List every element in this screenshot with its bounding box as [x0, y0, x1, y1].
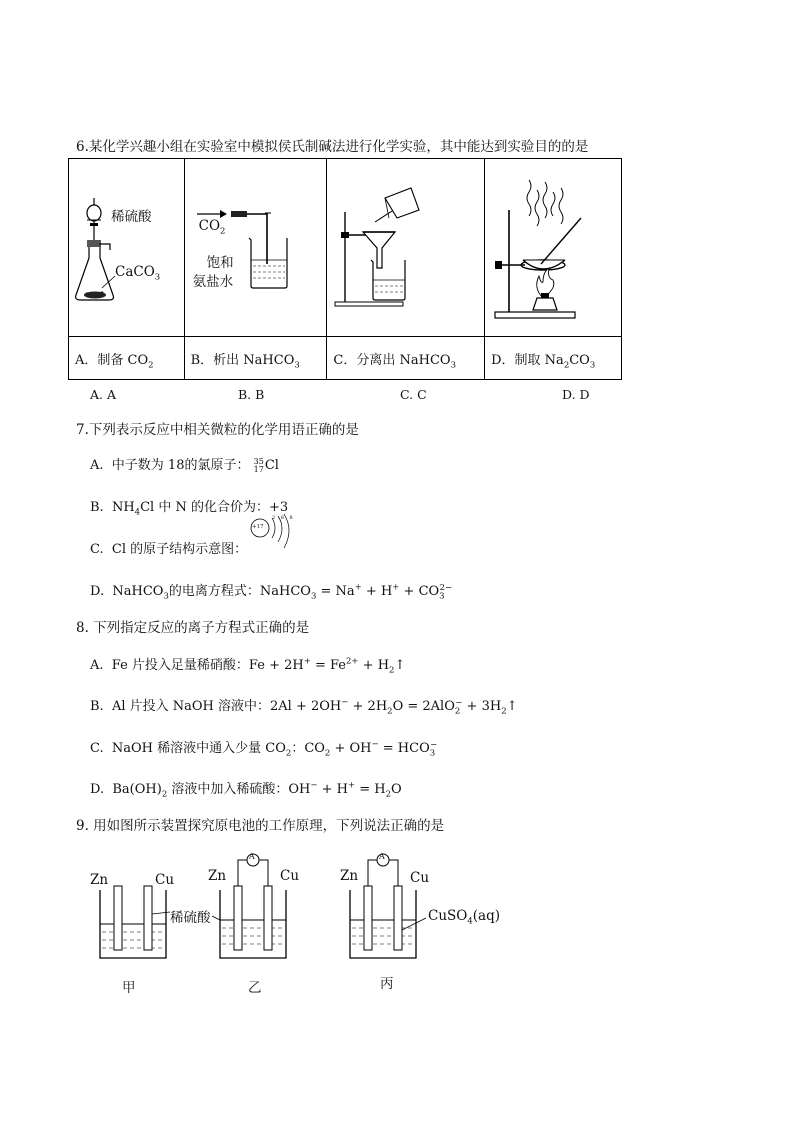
q8-option-c[interactable]: C. NaOH 稀溶液中通入少量 $CO_2$：$CO_2 + OH^- = HCO_3^-$	[90, 739, 438, 759]
q9-stem: 9. 用如图所示装置探究原电池的工作原理，下列说法正确的是	[76, 818, 445, 834]
q6-choice-c[interactable]: C. C	[400, 387, 427, 402]
cell1-zn-label: Zn	[90, 872, 109, 888]
cell1-acid-label: 稀硫酸	[170, 910, 211, 926]
q7-option-d[interactable]: D. NaHCO$_3$的电离方程式：NaHCO$_3$ = $Na^+ + H^+ + CO_3^{2-}$	[90, 582, 453, 602]
q8-option-d[interactable]: D. $Ba(OH)_2$ 溶液中加入稀硫酸：$OH^- + H^+ = H_2O$	[90, 780, 402, 800]
q6-caption-c: C．分离出 NaHCO$_3$	[327, 337, 485, 380]
figure-c-filtration	[327, 160, 484, 336]
chlorine-atom-structure-icon	[246, 514, 298, 554]
q6-caption-b: B．析出 NaHCO$_3$	[184, 337, 327, 380]
figure-d-heating	[485, 160, 621, 336]
cell1-cu-label: Cu	[155, 872, 175, 888]
q6-choice-d[interactable]: D. D	[562, 387, 590, 402]
q6-caption-d: D．制取 $Na_2CO_3$	[485, 337, 622, 380]
fig-a-acid-label: 稀硫酸	[111, 208, 152, 225]
cell2-cu-label: Cu	[280, 868, 300, 884]
q6-figure-d-cell	[485, 159, 622, 337]
cell-jia	[100, 886, 170, 958]
evaporating-dish-burner-icon	[485, 160, 622, 336]
fig-b-solution-line1: 饱和	[206, 254, 234, 271]
isotope-numbers: 35 17	[253, 456, 264, 474]
q6-choice-b[interactable]: B. B	[238, 387, 265, 402]
q6-caption-a: A．制备 $CO_2$	[69, 337, 185, 380]
q6-figure-c-cell	[327, 159, 485, 337]
q7-stem: 7.下列表示反应中相关微粒的化学用语正确的是	[76, 422, 359, 438]
q7-option-b[interactable]: B. $NH_4Cl$ 中 N 的化合价为：+3	[90, 500, 289, 518]
cell3-solution-label: CuSO$_4$(aq)	[428, 908, 500, 927]
q8-option-b[interactable]: B. Al 片投入 NaOH 溶液中：$2Al + 2OH^- + 2H_2O = 2AlO_2^-$ + $3H_2↑$	[90, 697, 518, 717]
figure-a-co2-generator	[69, 160, 184, 336]
nucleus-charge: +17	[252, 524, 264, 530]
q7-option-a[interactable]: A. 中子数为 18的氯原子： 35 17Cl	[90, 456, 279, 474]
q7-option-c[interactable]: C. Cl 的原子结构示意图：	[90, 542, 248, 557]
filtration-setup-icon	[327, 160, 485, 336]
cell1-caption: 甲	[122, 980, 136, 996]
cell3-caption: 丙	[380, 976, 394, 992]
q8-stem: 8. 下列指定反应的离子方程式正确的是	[76, 620, 310, 636]
cell2-caption: 乙	[248, 980, 262, 996]
q6-choice-a[interactable]: A. A	[90, 387, 117, 402]
fig-b-solution-line2: 氨盐水	[192, 273, 234, 290]
q9-cells-figure	[80, 846, 520, 996]
fig-a-solid-label: CaCO$_3$	[115, 263, 161, 283]
q6-figure-b-cell	[184, 159, 327, 337]
q6-figure-a-cell	[69, 159, 185, 337]
q6-table	[68, 158, 622, 380]
flask-with-funnel-icon	[69, 160, 185, 336]
electron-shells: 2 8 8	[272, 515, 295, 521]
ammeter-2-label: A	[249, 852, 255, 861]
beaker-gas-tube-icon	[185, 160, 328, 336]
q8-option-a[interactable]: A. Fe 片投入足量稀硝酸：$Fe + 2H^+ = Fe^{2+}$ + $H_2↑$	[90, 656, 406, 676]
q6-stem: 6.某化学兴趣小组在实验室中模拟侯氏制碱法进行化学实验，其中能达到实验目的的是	[76, 139, 589, 155]
cell2-zn-label: Zn	[208, 868, 227, 884]
ammeter-3-label: A	[379, 852, 385, 861]
fig-b-gas-label: $CO_2$	[198, 217, 226, 237]
figure-b-bubbling	[185, 160, 327, 336]
cell3-cu-label: Cu	[410, 870, 430, 886]
cell3-zn-label: Zn	[340, 868, 359, 884]
